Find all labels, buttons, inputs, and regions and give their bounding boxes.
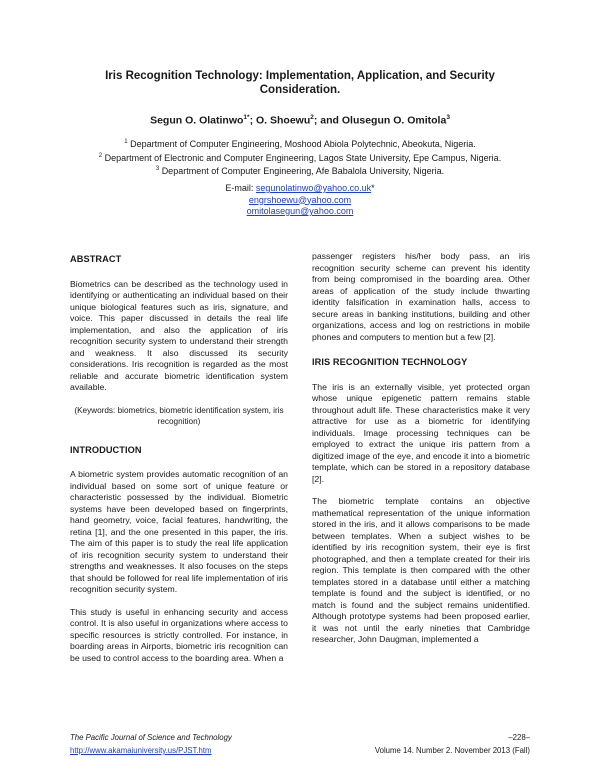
affiliation-2-text: Department of Electronic and Computer Engineering, Lagos State University, Epe Campus, Nigeria. [104,152,502,163]
affiliation-3 [60,164,540,178]
author-1-sup: 1* [243,114,250,121]
abstract-text: Biometrics can be described as the technology used in identifying or authenticating an individual based on their unique biological features such as iris, signature, and voice. This paper discussed in details the real life implementation, and also the application of iris recognition security system to understand their strength and weakness. It also discussed its security considerations. Iris recognition is regarded as the most reliable and accurate biometric identification system available. [70,278,288,392]
email-row-3 [60,206,540,218]
right-column [312,251,530,657]
author-2-sup: 2 [310,114,314,121]
author-2: O. Shoewu [255,114,311,127]
author-3-sup: 3 [446,114,450,121]
journal-url-link[interactable]: http://www.akamaiuniversity.us/PJST.htm [70,746,212,755]
footer-row-2 [70,745,530,758]
introduction-heading: INTRODUCTION [70,444,142,455]
email-row-1 [60,183,540,195]
email-link-1[interactable]: segunolatinwo@yahoo.co.uk [255,183,372,193]
affiliation-2 [60,151,540,165]
affiliation-2-num: 2 [98,152,103,159]
affiliation-3-num: 3 [155,166,160,172]
introduction-paragraph-2: This study is useful in enhancing security and access control. It is also useful in organizations where access to specific resources is strictly controlled. For instance, in boarding areas in Airports, biometric iris recognition can be used to control access to the boarding area. When a [70,606,288,663]
introduction-paragraph-1: A biometric system provides automatic recognition of an individual based on some sort of unique feature or characteristic possessed by the individual. Biometric systems have been developed based on fingerprints, hand geometry, voice, facial features, handwriting, the retina [1], and the one presented in this paper, the iris. The aim of this paper is to study the real life application of iris recognition security system to understand their strengths and weaknesses. It also focuses on the steps that should be followed for real life implementation of iris recognition security system. [70,469,288,594]
author-separator: ; [249,114,256,127]
email-link-3[interactable]: omitolasegun@yahoo.com [246,206,354,216]
page-footer [70,732,530,758]
iris-technology-paragraph-1: The iris is an externally visible, yet protected organ whose unique epigenetic pattern remains stable throughout adult life. These characteristics make it very attractive for use as a biometric for identifying individuals. Image processing techniques can be employed to extract the unique iris pattern from a digitized image of the eye, and encode it into a biometric template, which can be stored in a repository database [2]. [312,381,530,484]
volume-info: Volume 14. Number 2. November 2013 (Fall) [374,746,530,755]
email-corresponding-mark: * [371,183,375,193]
journal-name: The Pacific Journal of Science and Technology [70,733,232,742]
affiliations [60,137,540,178]
abstract-heading: ABSTRACT [70,254,122,264]
paper-title: Iris Recognition Technology: Implementation, Application, and Security Consideration. [105,70,495,96]
author-line [60,111,540,128]
email-block [60,183,540,218]
page-number: –228– [508,733,530,742]
affiliation-1 [60,137,540,151]
affiliation-1-num: 1 [124,139,128,145]
affiliation-1-text: Department of Computer Engineering, Moshood Abiola Polytechnic, Abeokuta, Nigeria. [130,139,476,149]
affiliation-3-text: Department of Computer Engineering, Afe Babalola University, Nigeria. [161,166,445,176]
email-label: E-mail: [225,183,256,193]
keywords: (Keywords: biometrics, biometric identification system, iris recognition) [74,405,284,426]
email-link-2[interactable]: engrshoewu@yahoo.com [248,194,352,205]
iris-technology-paragraph-2: The biometric template contains an objective mathematical representation of the unique information stored in the iris, and it allows comparisons to be made between templates. When a subject wishes to be identified by iris recognition system, their eye is first photographed, and then a template created for their iris region. This template is then compared with the other templates stored in a database until either a matching template is found and the subject is identified, or no match is found and the subject remains unidentified. Although prototype systems had been proposed earlier, it was not until the early nineties that Cambridge researcher, John Daugman, implemented a [312,496,530,644]
introduction-paragraph-2-continued: passenger registers his/her body pass, an iris recognition security scheme can prevent his identity from being compromised in the boarding area. Other areas of application of the study include thwarting identity falsification in examination halls, access to secure areas in banking institutions, building and other organizations, access and log on restrictions in mobile phones and computers to mention but a few [2]. [312,251,530,342]
author-1: Segun O. Olatinwo [150,114,244,127]
author-3: Olusegun O. Omitola [341,114,447,127]
footer-row-1 [70,732,530,745]
left-column [70,254,288,675]
iris-technology-heading: IRIS RECOGNITION TECHNOLOGY [312,357,468,367]
author-separator: ; and [313,114,342,127]
email-row-2 [60,195,540,207]
